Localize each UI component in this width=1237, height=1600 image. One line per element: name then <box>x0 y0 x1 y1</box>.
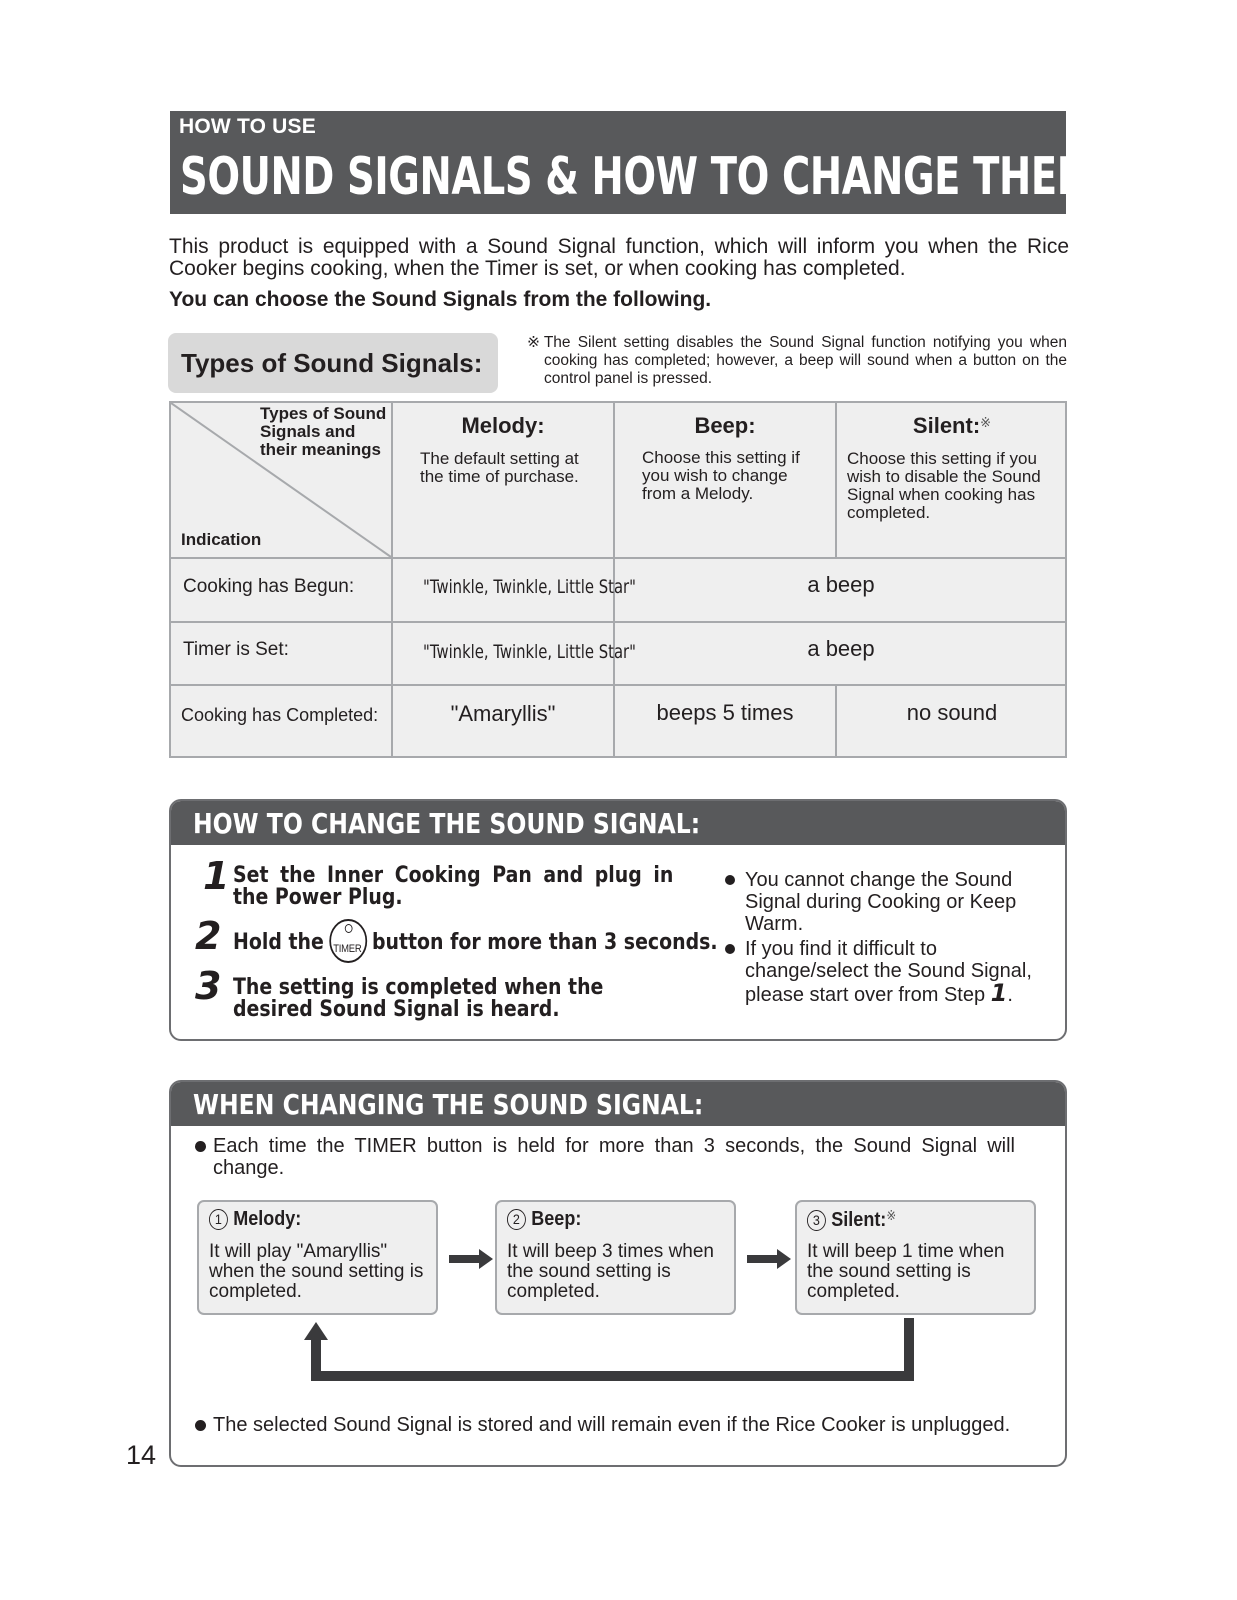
cell-timer-melody: "Twinkle, Twinkle, Little Star" <box>423 641 636 663</box>
note-text: The Silent setting disables the Sound Signal function notifying you when cooking has completed; however, a beep will sound when a button on the control panel is pressed. <box>543 334 1067 387</box>
types-heading-box <box>168 333 498 393</box>
arrow-right-icon <box>449 1249 493 1269</box>
mode-melody-desc: It will play "Amaryllis" when the sound setting is completed. <box>209 1241 424 1302</box>
timer-button-icon: TIMER <box>329 919 367 963</box>
cycle-return-arrow-icon <box>301 1318 921 1388</box>
mode-beep-title: 2 Beep: <box>507 1208 581 1231</box>
cell-begun-beep: a beep <box>807 572 875 597</box>
step-3-text: The setting is completed when the desired Sound Signal is heard. <box>233 975 604 1022</box>
cell-completed-beep: beeps 5 times <box>656 700 794 725</box>
col-header-silent: Silent:※ <box>912 413 992 438</box>
note-cannot-change: You cannot change the Sound Signal during Cooking or Keep Warm. <box>725 869 1055 935</box>
cell-begun-melody: "Twinkle, Twinkle, Little Star" <box>423 576 636 598</box>
corner-header-bottom: Indication <box>181 530 262 549</box>
step-2-number: 2 <box>195 914 222 958</box>
row-label-begun: Cooking has Begun: <box>183 576 355 597</box>
cell-timer-beep: a beep <box>807 636 875 661</box>
page-number: 14 <box>126 1440 157 1470</box>
cell-completed-silent: no sound <box>906 700 998 725</box>
when-changing-panel <box>169 1080 1067 1467</box>
mode-beep-desc: It will beep 3 times when the sound setting is completed. <box>507 1241 714 1302</box>
step-3-number: 3 <box>195 964 222 1008</box>
col-desc-melody: The default setting at the time of purchase. <box>420 449 579 486</box>
when-changing-title: WHEN CHANGING THE SOUND SIGNAL: <box>193 1088 704 1121</box>
how-to-change-title: HOW TO CHANGE THE SOUND SIGNAL: <box>193 807 701 840</box>
mode-silent-title: 3 Silent:※ <box>807 1208 896 1232</box>
col-desc-silent: Choose this setting if you wish to disable the Sound Signal when cooking has completed. <box>847 449 1041 522</box>
mode-silent-desc: It will beep 1 time when the sound setting is completed. <box>807 1241 1005 1302</box>
mode-beep-box <box>495 1200 736 1315</box>
step-2-text: Hold the TIMER button for more than 3 seconds. <box>233 929 718 957</box>
intro-bold-text: You can choose the Sound Signals from the following. <box>169 288 712 311</box>
when-changing-bar <box>171 1082 1065 1126</box>
timer-cycle-note: Each time the TIMER button is held for more than 3 seconds, the Sound Signal will change. <box>195 1135 1015 1179</box>
step-ref: 1 <box>990 979 1008 1007</box>
how-to-change-panel <box>169 799 1067 1041</box>
sound-signal-table <box>169 401 1067 758</box>
stored-signal-note: The selected Sound Signal is stored and will remain even if the Rice Cooker is unplugged. <box>195 1414 1010 1436</box>
header-kicker: HOW TO USE <box>179 115 316 138</box>
col-header-beep: Beep: <box>694 413 756 438</box>
mode-melody-box <box>197 1200 438 1315</box>
note-mark: ※ <box>527 334 543 351</box>
silent-mark: ※ <box>980 415 992 430</box>
corner-header-top: Types of Sound Signals and their meanings <box>260 404 387 459</box>
mode-melody-title: 1 Melody: <box>209 1208 301 1231</box>
col-desc-beep: Choose this setting if you wish to change from a Melody. <box>642 448 800 503</box>
col-header-melody: Melody: <box>461 413 545 438</box>
step-1-text: Set the Inner Cooking Pan and plug in the Power Plug. <box>233 863 674 910</box>
arrow-right-icon <box>747 1249 791 1269</box>
intro-text: This product is equipped with a Sound Signal function, which will inform you when the Rice Cooker begins cooking, when the Timer is set, or when cooking has completed. <box>169 235 1069 280</box>
mode-silent-box <box>795 1200 1036 1315</box>
cell-completed-melody: "Amaryllis" <box>450 701 556 726</box>
row-label-timer: Timer is Set: <box>183 639 289 660</box>
types-heading: Types of Sound Signals: <box>181 348 483 378</box>
row-label-completed: Cooking has Completed: <box>181 705 379 725</box>
silent-footnote <box>527 334 1067 388</box>
note-start-over: If you find it difficult to change/select the Sound Signal, please start over from Step 1. <box>725 938 1055 1006</box>
page-title: SOUND SIGNALS & HOW TO CHANGE THEM <box>180 147 1095 207</box>
section-header <box>170 111 1095 214</box>
how-to-change-bar <box>171 801 1065 845</box>
step-1-number: 1 <box>203 854 230 898</box>
